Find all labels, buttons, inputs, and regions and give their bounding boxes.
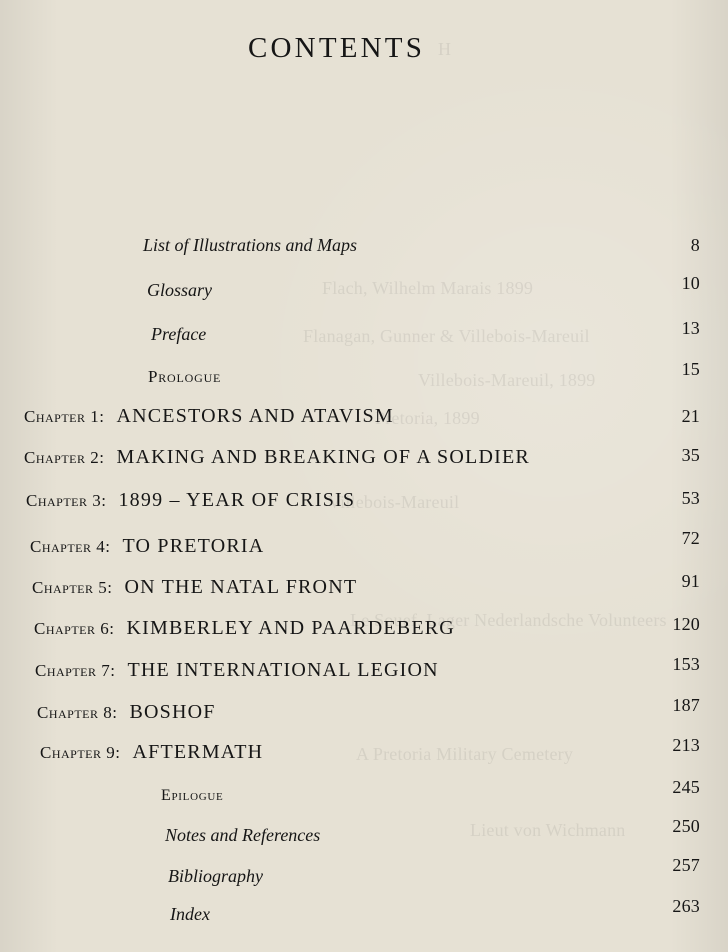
chapter-title: TO PRETORIA [122,535,265,557]
page-number: 15 [681,359,700,379]
show-through-text: A Pretoria Military Cemetery [356,744,574,764]
page-number: 13 [681,318,700,338]
show-through-text: Flanagan, Gunner & Villebois-Mareuil [303,326,590,346]
page-number: 257 [672,855,700,875]
front-matter-label: List of Illustrations and Maps [143,235,358,255]
toc-row [0,528,728,566]
chapter-entry [24,406,394,426]
toc-row [0,777,728,818]
toc-row [0,571,728,607]
page-number: 72 [681,528,700,548]
chapter-title: 1899 – YEAR OF CRISIS [118,489,356,511]
toc-row [0,406,728,436]
page-number: 153 [672,654,700,674]
chapter-entry [35,660,439,680]
show-through-text: Pretoria, 1899 [375,408,480,428]
show-through-text: Villebois-Mareuil [328,492,460,512]
page-number: 213 [672,735,700,755]
chapter-title: BOSHOF [129,701,216,723]
page-number: 35 [681,445,700,465]
chapter-title: THE INTERNATIONAL LEGION [127,659,439,681]
toc-row [0,816,728,856]
chapter-entry [26,490,355,510]
chapter-title: MAKING AND BREAKING OF A SOLDIER [116,446,530,468]
page-number: 53 [681,488,700,508]
toc-row [0,695,728,732]
page-number: 21 [681,406,700,426]
page-number: 91 [681,571,700,591]
page-number: 10 [681,273,700,293]
chapter-entry [40,742,263,762]
chapter-prefix: Chapter 1: [24,407,105,426]
back-matter-label: Index [170,904,210,924]
toc-row [0,654,728,690]
page-number: 250 [672,816,700,836]
chapter-prefix: Chapter 8: [37,703,118,722]
toc-row [0,273,728,311]
page-number: 263 [672,896,700,916]
show-through-text: Villebois-Mareuil, 1899 [418,370,596,390]
page-number: 8 [690,235,700,255]
chapter-title: AFTERMATH [132,741,264,763]
page-number: 245 [672,777,700,797]
page-number: 120 [672,614,700,634]
toc-row [0,490,728,520]
front-matter-label: Prologue [148,367,222,386]
toc-row [0,896,728,935]
chapter-prefix: Chapter 9: [40,743,121,762]
chapter-entry [32,577,357,597]
toc-row [0,318,728,355]
toc-row [0,447,728,477]
chapter-title: ON THE NATAL FRONT [124,576,358,598]
toc-row [0,735,728,772]
chapter-prefix: Chapter 6: [34,619,115,638]
chapter-entry [30,536,264,556]
show-through-text: Flach, Wilhelm Marais 1899 [322,278,534,298]
back-matter-label: Epilogue [161,787,224,804]
show-through-text: Le Souef, Lager Nederlandsche Volunteers [350,610,667,630]
front-matter-label: Preface [151,324,207,344]
chapter-prefix: Chapter 5: [32,578,113,597]
chapter-title: KIMBERLEY AND PAARDEBERG [126,617,455,639]
page-number: 187 [672,695,700,715]
toc-row [0,614,728,648]
chapter-prefix: Chapter 4: [30,537,111,556]
back-matter-label: Bibliography [168,866,263,886]
chapter-prefix: Chapter 3: [26,491,107,510]
back-matter-label: Notes and References [165,825,321,845]
chapter-prefix: Chapter 7: [35,661,116,680]
toc-row [0,359,728,398]
chapter-entry [24,447,530,467]
chapter-entry [37,702,216,722]
page-title: CONTENTS [248,32,426,64]
toc-row [0,855,728,897]
chapter-title: ANCESTORS AND ATAVISM [116,405,394,427]
chapter-entry [34,618,455,638]
toc-row [0,236,728,266]
show-through-text: H [438,39,452,59]
chapter-prefix: Chapter 2: [24,448,105,467]
front-matter-label: Glossary [147,280,213,300]
show-through-text: Lieut von Wichmann [470,820,626,840]
